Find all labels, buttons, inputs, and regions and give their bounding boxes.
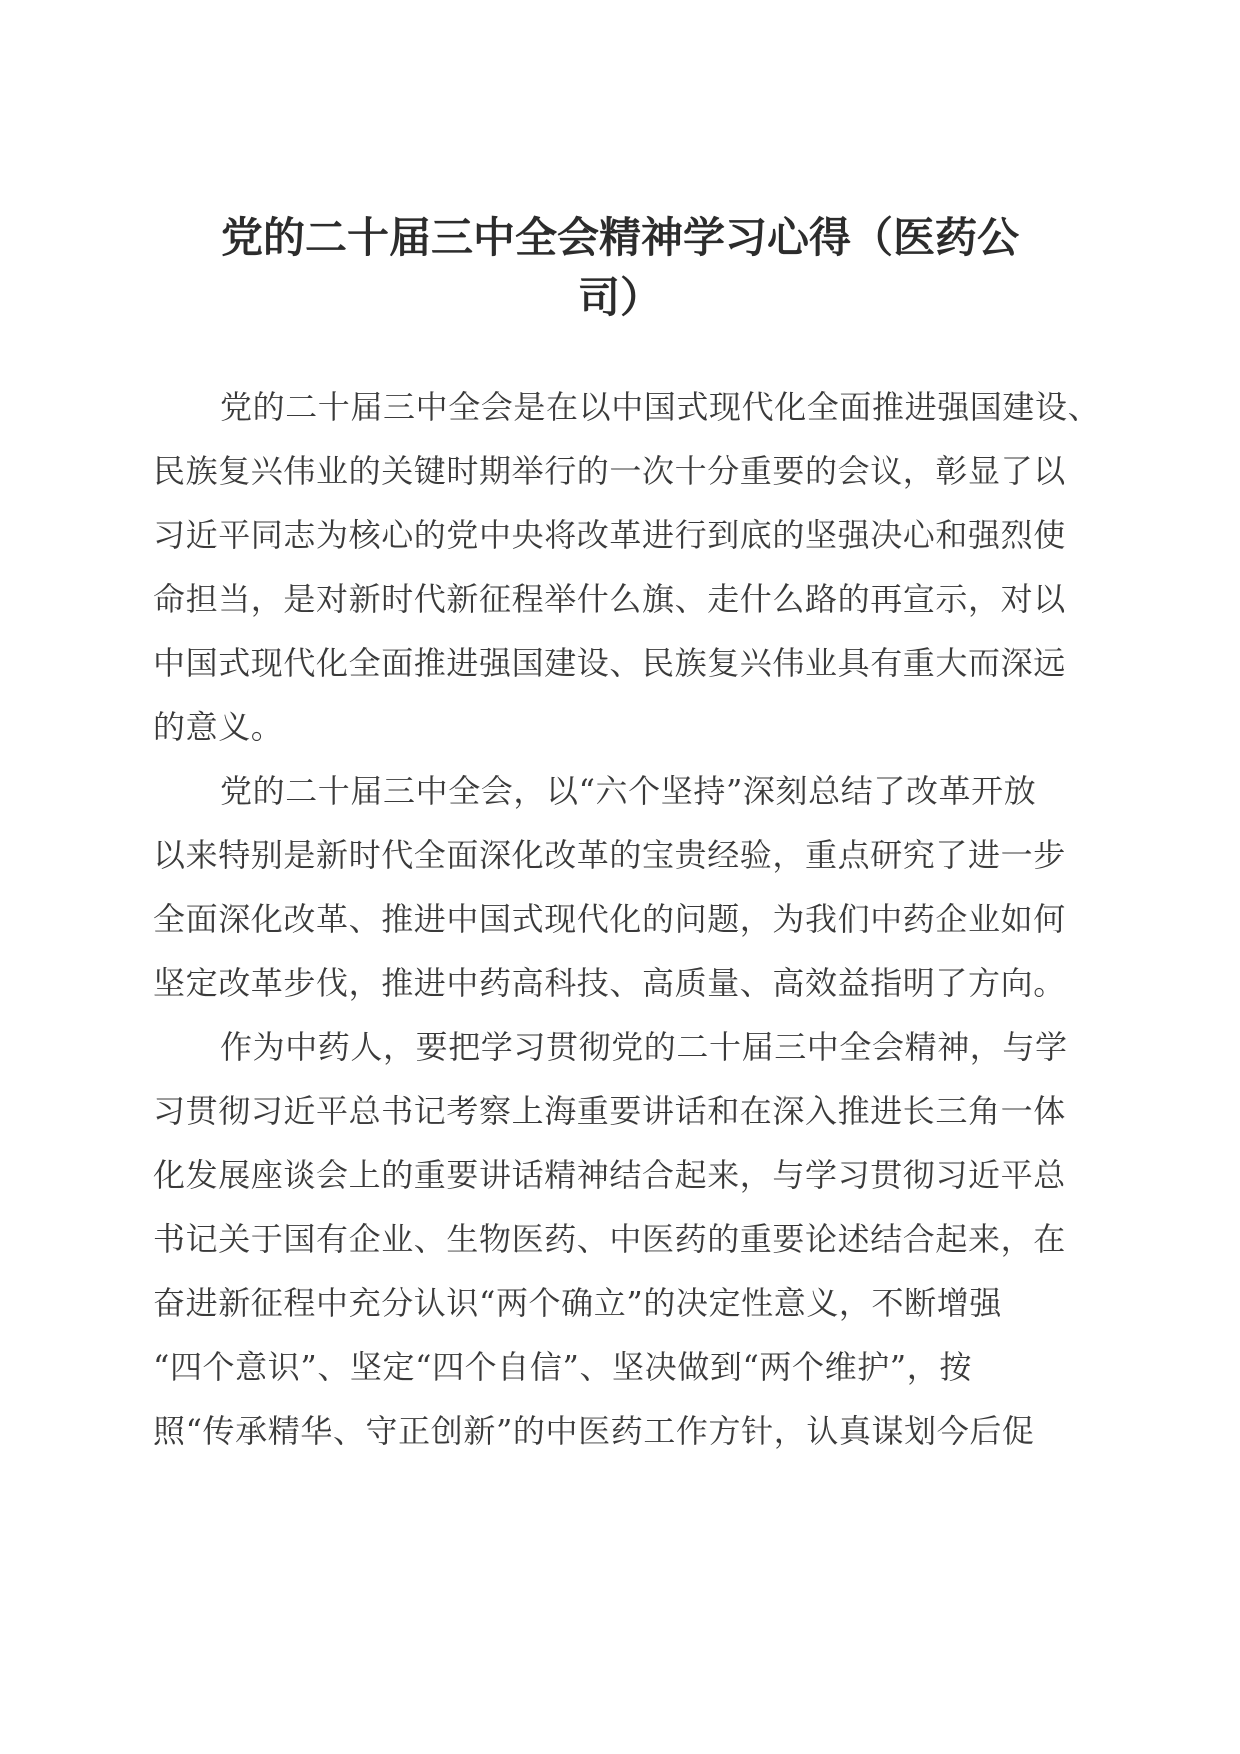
paragraph-line: 书记关于国有企业、生物医药、中医药的重要论述结合起来，在 — [153, 1220, 1066, 1258]
paragraph-line: 党的二十届三中全会是在以中国式现代化全面推进强国建设、 — [220, 388, 1101, 426]
paragraph-line: “四个意识”、坚定“四个自信”、坚决做到“两个维护”，按 — [153, 1348, 972, 1386]
document-body — [153, 375, 1101, 1463]
paragraph-line: 的意义。 — [153, 708, 284, 746]
paragraph-line: 习近平同志为核心的党中央将改革进行到底的坚强决心和强烈使 — [153, 516, 1066, 554]
paragraph-1 — [153, 375, 1101, 759]
paragraph-2 — [153, 759, 1093, 1015]
paragraph-line: 全面深化改革、推进中国式现代化的问题，为我们中药企业如何 — [153, 900, 1066, 938]
paragraph-3 — [153, 1015, 1093, 1463]
paragraph-line: 以来特别是新时代全面深化改革的宝贵经验，重点研究了进一步 — [153, 836, 1066, 874]
paragraph-line: 党的二十届三中全会，以“六个坚持”深刻总结了改革开放 — [220, 772, 1037, 810]
paragraph-line: 习贯彻习近平总书记考察上海重要讲话和在深入推进长三角一体 — [153, 1092, 1066, 1130]
title-line-2: 司） — [577, 273, 662, 322]
paragraph-line: 命担当，是对新时代新征程举什么旗、走什么路的再宣示，对以 — [153, 580, 1066, 618]
title-line-1: 党的二十届三中全会精神学习心得（医药公 — [220, 213, 1019, 262]
document-title — [150, 208, 1090, 328]
paragraph-line: 坚定改革步伐，推进中药高科技、高质量、高效益指明了方向。 — [153, 964, 1066, 1002]
paragraph-line: 中国式现代化全面推进强国建设、民族复兴伟业具有重大而深远 — [153, 644, 1066, 682]
paragraph-line: 照“传承精华、守正创新”的中医药工作方针，认真谋划今后促 — [153, 1412, 1035, 1450]
paragraph-line: 民族复兴伟业的关键时期举行的一次十分重要的会议，彰显了以 — [153, 452, 1066, 490]
paragraph-line: 奋进新征程中充分认识“两个确立”的决定性意义，不断增强 — [153, 1284, 1002, 1322]
paragraph-line: 作为中药人，要把学习贯彻党的二十届三中全会精神，与学 — [220, 1028, 1068, 1066]
paragraph-line: 化发展座谈会上的重要讲话精神结合起来，与学习贯彻习近平总 — [153, 1156, 1066, 1194]
